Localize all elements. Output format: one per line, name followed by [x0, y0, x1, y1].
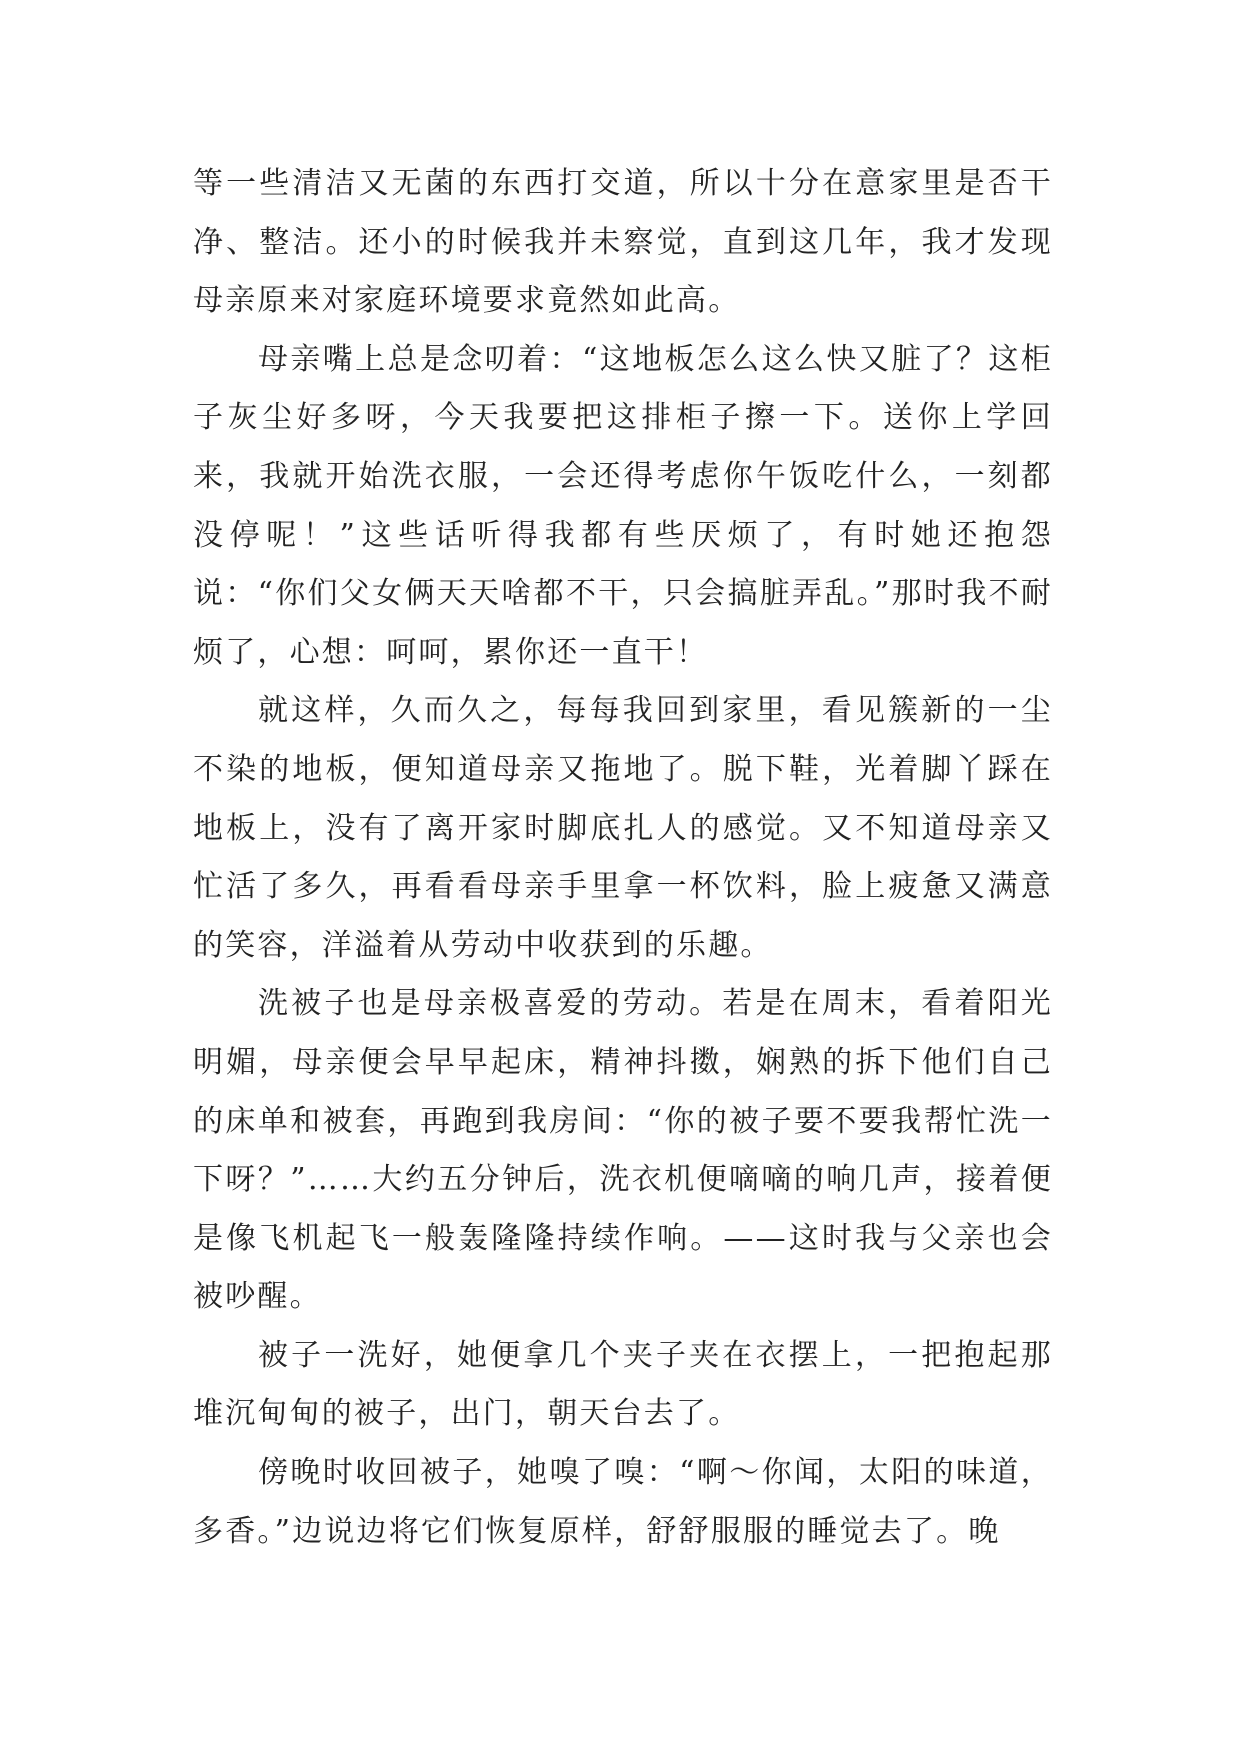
document-page [193, 155, 1053, 1561]
paragraph-6: 傍晚时收回被子，她嗅了嗅：“啊～你闻，太阳的味道，多香。”边说边将它们恢复原样，舒舒服服的睡觉去了。晚 [193, 1455, 1053, 1549]
paragraph-2: 母亲嘴上总是念叨着：“这地板怎么这么快又脏了？这柜子灰尘好多呀，今天我要把这排柜子擦一下。送你上学回来，我就开始洗衣服，一会还得考虑你午饭吃什么，一刻都没停呢！”这些话听得我都有些厌烦了，有时她还抱怨说：“你们父女俩天天啥都不干，只会搞脏弄乱。”那时我不耐烦了，心想：呵呵，累你还一直干！ [193, 341, 1053, 670]
paragraph-5: 被子一洗好，她便拿几个夹子夹在衣摆上，一把抱起那堆沉甸甸的被子，出门，朝天台去了。 [193, 1337, 1053, 1432]
paragraph-3: 就这样，久而久之，每每我回到家里，看见簇新的一尘不染的地板，便知道母亲又拖地了。脱下鞋，光着脚丫踩在地板上，没有了离开家时脚底扎人的感觉。又不知道母亲又忙活了多久，再看看母亲手里拿一杯饮料，脸上疲惫又满意的笑容，洋溢着从劳动中收获到的乐趣。 [193, 693, 1053, 963]
paragraph-1: 等一些清洁又无菌的东西打交道，所以十分在意家里是否干净、整洁。还小的时候我并未察觉，直到这几年，我才发现母亲原来对家庭环境要求竟然如此高。 [193, 166, 1053, 319]
paragraph-4: 洗被子也是母亲极喜爱的劳动。若是在周末，看着阳光明媚，母亲便会早早起床，精神抖擞，娴熟的拆下他们自己的床单和被套，再跑到我房间：“你的被子要不要我帮忙洗一下呀？”……大约五分钟后，洗衣机便嘀嘀的响几声，接着便是像飞机起飞一般轰隆隆持续作响。——这时我与父亲也会被吵醒。 [193, 986, 1053, 1315]
